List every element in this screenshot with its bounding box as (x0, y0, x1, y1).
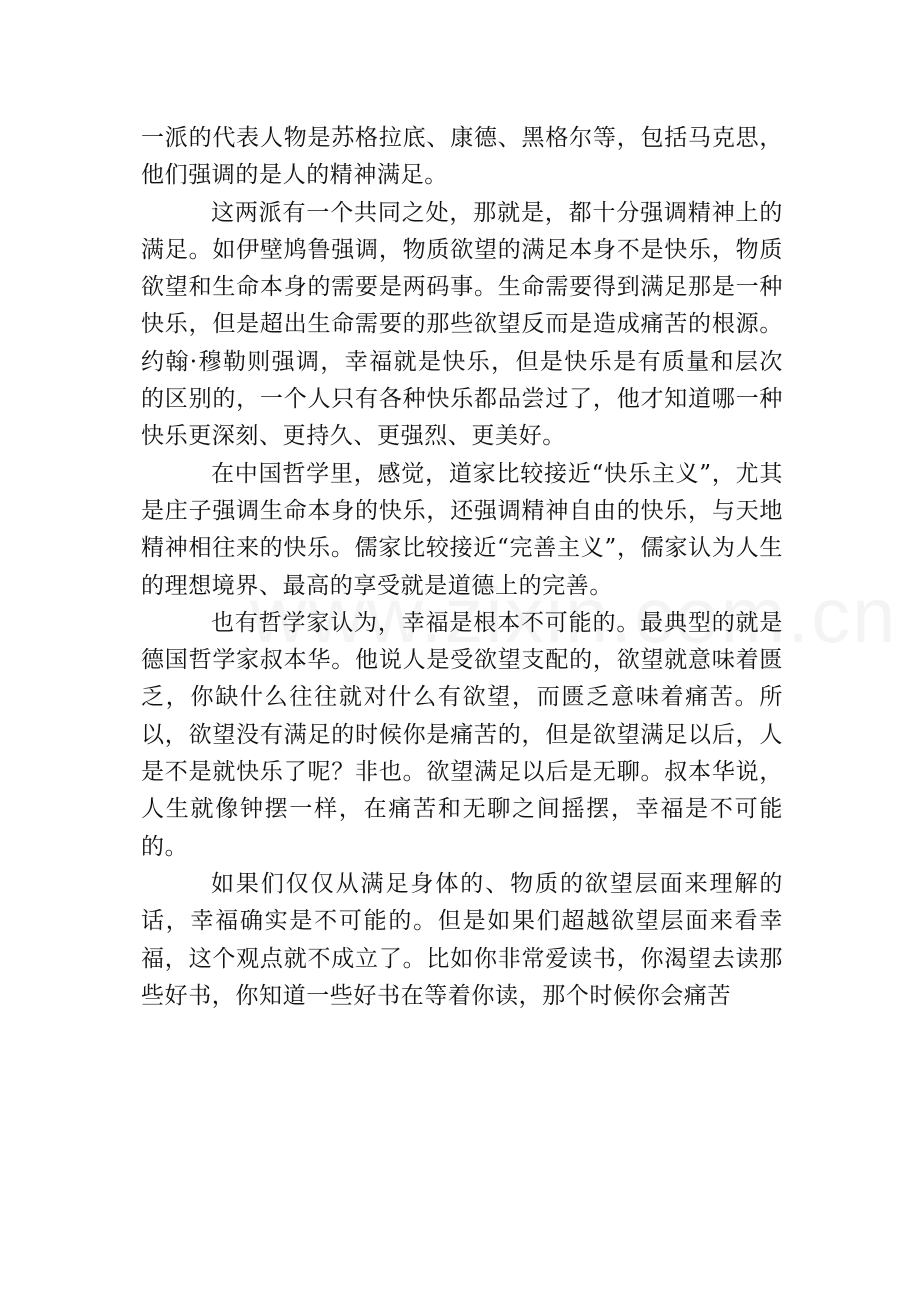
paragraph-1: 一派的代表人物是苏格拉底、康德、黑格尔等，包括马克思，他们强调的是人的精神满足。 (141, 125, 783, 189)
paragraph-2: 这两派有一个共同之处，那就是，都十分强调精神上的满足。如伊壁鸠鲁强调，物质欲望的满足本身不是快乐，物质欲望和生命本身的需要是两码事。生命需要得到满足那是一种快乐，但是超出生命需要的那些欲望反而是造成痛苦的根源。约翰·穆勒则强调，幸福就是快乐，但是快乐是有质量和层次的区别的，一个人只有各种快乐都品尝过了，他才知道哪一种快乐更深刻、更持久、更强烈、更美好。 (141, 199, 783, 450)
document-body (141, 120, 783, 1015)
paragraph-4: 也有哲学家认为，幸福是根本不可能的。最典型的就是德国哲学家叔本华。他说人是受欲望支配的，欲望就意味着匮乏，你缺什么往往就对什么有欲望，而匮乏意味着痛苦。所以，欲望没有满足的时候你是痛苦的，但是欲望满足以后，人是不是就快乐了呢？非也。欲望满足以后是无聊。叔本华说，人生就像钟摆一样，在痛苦和无聊之间摇摆，幸福是不可能的。 (141, 609, 783, 860)
paragraph-5: 如果们仅仅从满足身体的、物质的欲望层面来理解的话，幸福确实是不可能的。但是如果们超越欲望层面来看幸福，这个观点就不成立了。比如你非常爱读书，你渴望去读那些好书，你知道一些好书在等着你读，那个时候你会痛苦 (141, 870, 783, 1009)
paragraph-3: 在中国哲学里，感觉，道家比较接近“快乐主义”，尤其是庄子强调生命本身的快乐，还强调精神自由的快乐，与天地精神相往来的快乐。儒家比较接近“完善主义”，儒家认为人生的理想境界、最高的享受就是道德上的完善。 (141, 460, 783, 599)
